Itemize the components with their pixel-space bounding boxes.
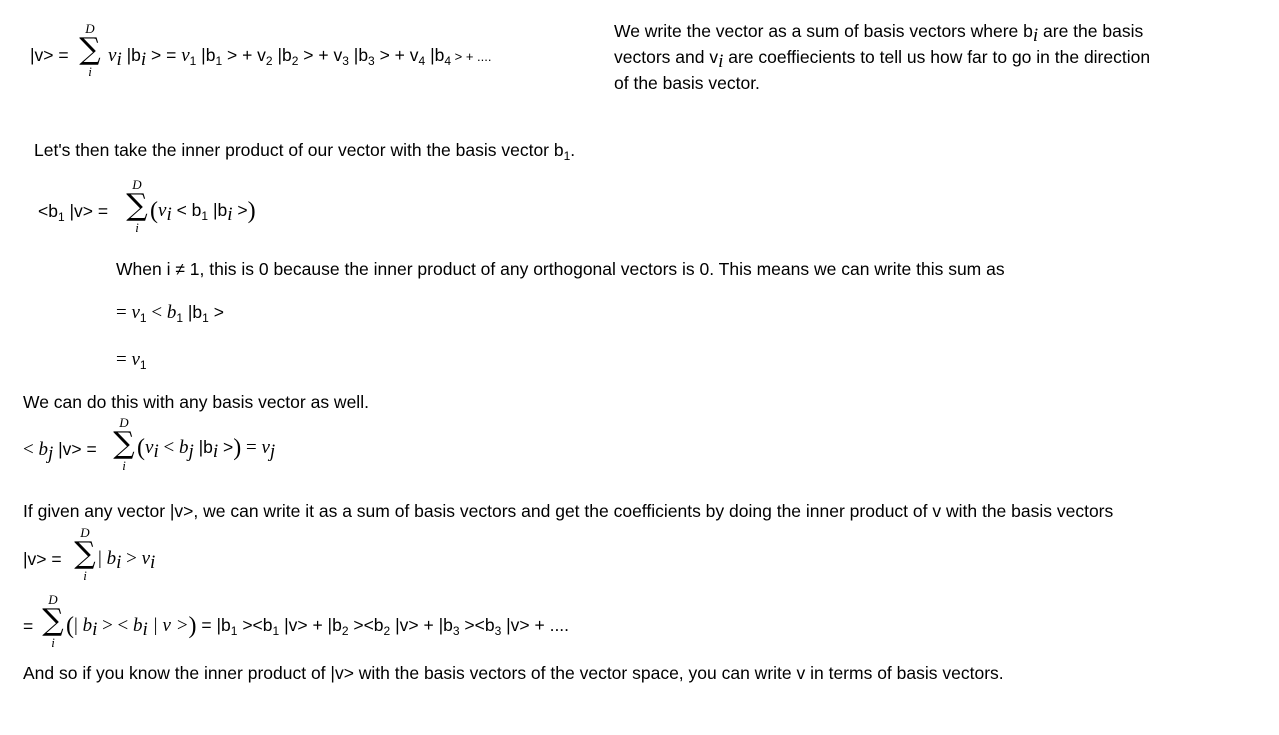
sum-symbol: D ∑ i: [39, 593, 67, 649]
sigma-icon: ∑: [126, 188, 148, 223]
coefficient-note: If given any vector |v>, we can write it as a sum of basis vectors and get the coefficients by doing the inner product of v with the basis vectors: [23, 501, 1114, 521]
sigma-icon: ∑: [74, 536, 96, 571]
orthogonal-note: When i ≠ 1, this is 0 because the inner product of any orthogonal vectors is 0. This means we can write this sum as: [116, 259, 1005, 279]
desc-line-1: We write the vector as a sum of basis vectors where $b_i$ are the basis: [614, 21, 1144, 46]
eq1-terms: $v_i$ $|b_i$ > = $v_1$ $|b_1$ > + $v_2$ $|b_2$ > + $v_3$ $|b_3$ > + $v_4$ $|b_4$ > + ....: [108, 45, 492, 70]
eq8-lhs: < $b_j$ |v> =: [23, 439, 97, 464]
desc-line-2: vectors and $v_i$ are coeffiecients to tell us how far to go in the direction: [614, 47, 1151, 72]
sum-symbol: D ∑ i: [71, 526, 99, 582]
eq11-terms: (| $b_i$ > < $b_i$ | v >) = $|b_1 ><b_1$ $|v> + |b_2 ><b_2$ $|v> + |b_3 ><b_3$ |v> + ....: [66, 613, 570, 640]
conclusion-note: And so if you know the inner product of |v> with the basis vectors of the vector space, you can write v in terms of basis vectors.: [23, 663, 1004, 683]
eq10-lhs: |v> =: [23, 549, 62, 569]
sum-upper-limit: D: [85, 21, 95, 36]
sigma-icon: ∑: [42, 603, 64, 638]
eq11-eq: =: [23, 616, 34, 636]
equation-v1-step: = $v_1 < b_1$ $|b_1$ >: [116, 302, 224, 325]
sigma-icon: ∑: [113, 426, 135, 461]
sum-symbol: D ∑ i: [110, 416, 138, 472]
sum-symbol: D ∑ i: [123, 178, 151, 234]
eq1-lhs: |v> =: [30, 45, 69, 65]
eq3-lhs: $<b_1$ |v> =: [38, 201, 109, 224]
equation-v1-result: = $v_1$: [116, 349, 147, 372]
sum-lower-limit: i: [88, 64, 92, 79]
sigma-icon: ∑: [79, 32, 101, 67]
desc-line-3: of the basis vector.: [614, 73, 760, 93]
eq8-terms: ($v_i < b_j$ $|b_i$ >) = $v_j$: [137, 435, 276, 462]
inner-product-intro: Let's then take the inner product of our vector with the basis vector $b_1$.: [34, 140, 576, 163]
eq3-terms: ($v_i < b_1$ $|b_i$ >): [150, 198, 256, 225]
any-basis-note: We can do this with any basis vector as well.: [23, 392, 369, 412]
sum-symbol: [76, 22, 104, 78]
eq10-terms: | $b_i > v_i$: [98, 548, 156, 573]
